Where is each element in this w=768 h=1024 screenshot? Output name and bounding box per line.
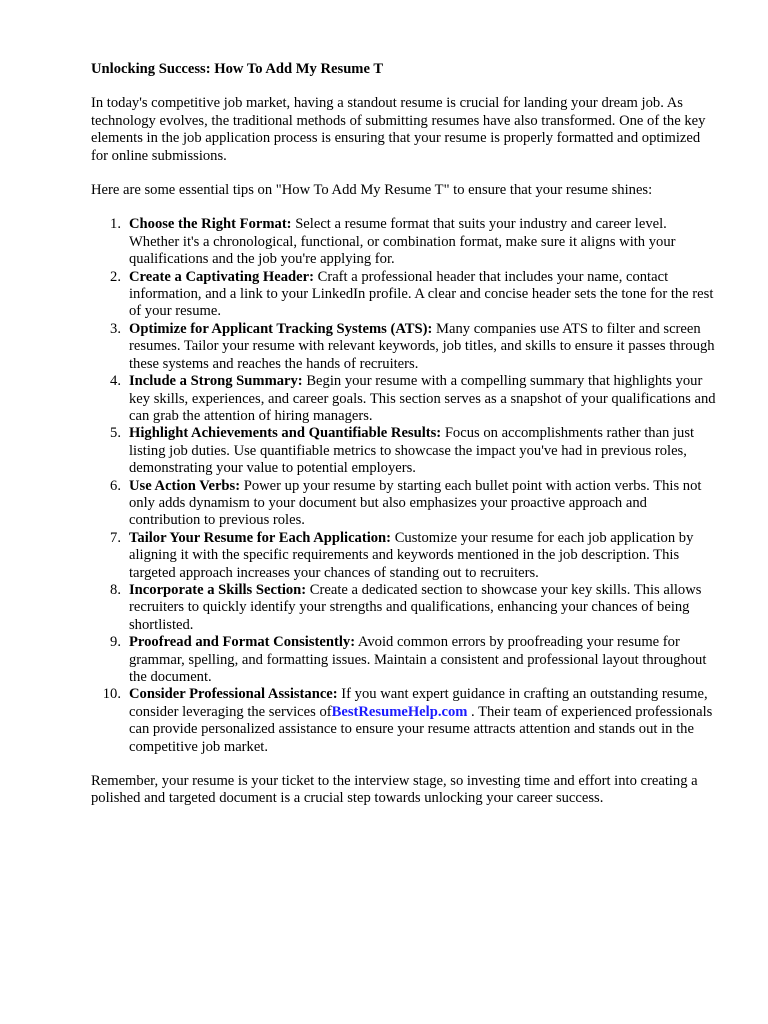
intro-paragraph: In today's competitive job market, having a standout resume is crucial for landing your dream job. As technology evolves, the traditional methods of submitting resumes have also transformed. One of the key elements in the job application process is ensuring that your resume is properly formatted and optimized for online submissions. bbox=[91, 95, 706, 164]
list-item bbox=[91, 634, 718, 686]
tips-lead-paragraph: Here are some essential tips on "How To Add My Resume T" to ensure that your resume shines: bbox=[91, 182, 653, 199]
list-item-heading: Choose the Right Format: bbox=[129, 216, 292, 233]
list-item-number: 2. bbox=[110, 268, 121, 285]
list-item-number: 5. bbox=[110, 425, 121, 442]
list-item-heading: Consider Professional Assistance: bbox=[129, 686, 338, 703]
list-item-body: Create a dedicated section to showcase your key skills. This allows recruiters to quickly identify your strengths and qualifications, enhancing your chances of being shortlisted. bbox=[129, 581, 702, 633]
list-item-number: 7. bbox=[110, 529, 121, 546]
list-item bbox=[91, 216, 718, 268]
list-item bbox=[91, 530, 718, 582]
list-item-heading: Tailor Your Resume for Each Application: bbox=[129, 529, 392, 546]
list-item-body-continued: . Their team of experienced professionals can provide personalized assistance to ensure your resume attracts attention and stands out in the competitive job market. bbox=[129, 703, 713, 755]
list-item-body: Power up your resume by starting each bullet point with action verbs. This not only adds dynamism to your document but also emphasizes your proactive approach and contribution to previous roles. bbox=[129, 477, 702, 529]
list-item bbox=[91, 321, 718, 373]
list-item-body: If you want expert guidance in crafting an outstanding resume, consider leveraging the services of bbox=[129, 686, 708, 720]
list-item bbox=[91, 478, 718, 530]
list-item-number: 6. bbox=[110, 477, 121, 494]
best-resume-help-link[interactable]: BestResumeHelp.com bbox=[331, 703, 468, 720]
list-item-body: Craft a professional header that includes your name, contact information, and a link to your LinkedIn profile. A clear and concise header sets the tone for the rest of your resume. bbox=[129, 268, 714, 320]
list-item-body: Begin your resume with a compelling summary that highlights your key skills, experiences, and career goals. This section serves as a snapshot of your qualifications and can grab the attention of hiring managers. bbox=[129, 373, 716, 424]
list-item bbox=[91, 373, 718, 425]
list-item-heading: Use Action Verbs: bbox=[129, 477, 241, 494]
list-item bbox=[91, 425, 718, 477]
list-item-heading: Proofread and Format Consistently: bbox=[129, 634, 356, 651]
list-item-body: Many companies use ATS to filter and screen resumes. Tailor your resume with relevant keywords, job titles, and skills to ensure it passes through these systems and reaches the hands of recruiters. bbox=[129, 320, 715, 372]
list-item-body: Focus on accomplishments rather than just listing job duties. Use quantifiable metrics to showcase the impact you've had in previous roles, demonstrating your value to potential employers. bbox=[129, 425, 695, 477]
list-item-heading: Highlight Achievements and Quantifiable Results: bbox=[129, 425, 442, 442]
tips-list bbox=[91, 216, 718, 756]
list-item-number: 8. bbox=[110, 581, 121, 598]
list-item-body: Select a resume format that suits your industry and career level. Whether it's a chronological, functional, or combination format, make sure it aligns with your qualifications and the job you're applying for. bbox=[129, 216, 676, 268]
list-item-heading: Create a Captivating Header: bbox=[129, 268, 314, 285]
list-item-body: Customize your resume for each job application by aligning it with the specific requirements and keywords mentioned in the job description. This targeted approach increases your chances of standing out to recruiters. bbox=[129, 529, 694, 581]
list-item-number: 9. bbox=[110, 634, 121, 651]
list-item-heading: Incorporate a Skills Section: bbox=[129, 581, 307, 598]
closing-paragraph: Remember, your resume is your ticket to the interview stage, so investing time and effort into creating a polished and targeted document is a crucial step towards unlocking your career success. bbox=[91, 773, 698, 807]
list-item-heading: Include a Strong Summary: bbox=[129, 373, 303, 390]
list-item-body: Avoid common errors by proofreading your resume for grammar, spelling, and formatting issues. Maintain a consistent and professional layout throughout the document. bbox=[129, 634, 707, 685]
list-item bbox=[91, 686, 718, 756]
list-item-heading: Optimize for Applicant Tracking Systems (ATS): bbox=[129, 320, 433, 337]
list-item-number: 4. bbox=[110, 373, 121, 390]
list-item-number: 1. bbox=[110, 216, 121, 233]
list-item bbox=[91, 269, 718, 321]
document-title: Unlocking Success: How To Add My Resume T bbox=[91, 61, 384, 77]
list-item-number: 10. bbox=[102, 686, 121, 703]
list-item-number: 3. bbox=[110, 320, 121, 337]
list-item bbox=[91, 582, 718, 634]
